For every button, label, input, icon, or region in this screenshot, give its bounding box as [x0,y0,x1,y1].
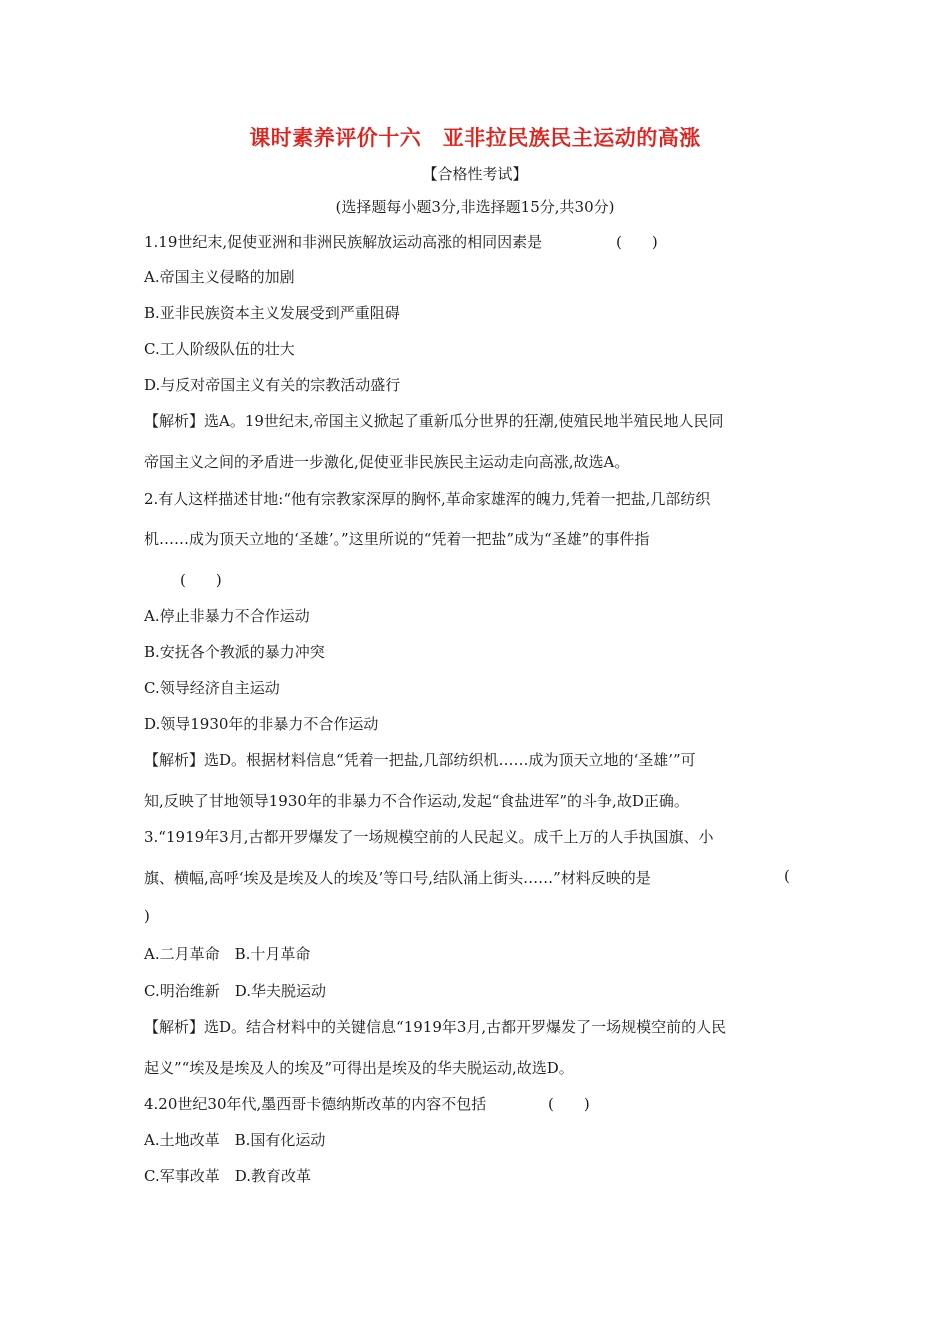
question-1-analysis-line-1: 【解析】选A。19世纪末,帝国主义掀起了重新瓜分世界的狂潮,使殖民地半殖民地人民同 [144,412,724,430]
question-4-stem: 4.20世纪30年代,墨西哥卡德纳斯改革的内容不包括 [144,1095,487,1113]
question-1-stem: 1.19世纪末,促使亚洲和非洲民族解放运动高涨的相同因素是 [144,233,543,251]
question-2-stem-line-1: 2.有人这样描述甘地:“他有宗教家深厚的胸怀,革命家雄浑的魄力,凭着一把盐,几部纺织 [144,490,711,508]
question-3-analysis-line-1: 【解析】选D。结合材料中的关键信息“1919年3月,古都开罗爆发了一场规模空前的人民 [144,1018,727,1036]
question-4-answer-blank: ( ) [548,1095,590,1113]
question-1-option-b: B.亚非民族资本主义发展受到严重阻碍 [144,304,400,322]
question-1-option-c: C.工人阶级队伍的壮大 [144,340,295,358]
question-3-options-cd: C.明治维新 D.华夫脱运动 [144,982,326,1000]
question-1-analysis-line-2: 帝国主义之间的矛盾进一步激化,促使亚非民族民主运动走向高涨,故选A。 [144,453,630,471]
scoring-note: (选择题每小题3分,非选择题15分,共30分) [335,198,615,216]
question-2-option-b: B.安抚各个教派的暴力冲突 [144,643,325,661]
question-2-analysis-line-1: 【解析】选D。根据材料信息“凭着一把盐,几部纺织机……成为顶天立地的‘圣雄’”可 [144,751,696,769]
question-2-option-c: C.领导经济自主运动 [144,679,280,697]
question-2-option-a: A.停止非暴力不合作运动 [144,607,310,625]
question-3-options-ab: A.二月革命 B.十月革命 [144,945,311,963]
question-1-option-a: A.帝国主义侵略的加剧 [144,268,295,286]
exam-section-label: 【合格性考试】 [422,165,528,183]
question-3-analysis-line-2: 起义”“埃及是埃及人的埃及”可得出是埃及的华夫脱运动,故选D。 [144,1059,574,1077]
question-2-option-d: D.领导1930年的非暴力不合作运动 [144,715,379,733]
question-3-stem-line-1: 3.“1919年3月,古都开罗爆发了一场规模空前的人民起义。成千上万的人手执国旗、小 [144,828,714,846]
question-1-option-d: D.与反对帝国主义有关的宗教活动盛行 [144,376,401,394]
question-3-answer-blank-open: ( [784,867,790,885]
question-2-analysis-line-2: 知,反映了甘地领导1930年的非暴力不合作运动,发起“食盐进军”的斗争,故D正确。 [144,792,689,810]
question-3-stem-line-2: 旗、横幅,高呼‘埃及是埃及人的埃及’等口号,结队涌上街头……”材料反映的是 [144,869,651,887]
question-2-stem-line-2: 机……成为顶天立地的‘圣雄’。”这里所说的“凭着一把盐”成为“圣雄”的事件指 [144,530,650,548]
page-title: 课时素养评价十六 亚非拉民族民主运动的高涨 [249,126,701,150]
question-1-answer-blank: ( ) [616,233,658,251]
question-3-answer-blank-close: ) [144,907,150,925]
question-4-options-cd: C.军事改革 D.教育改革 [144,1167,311,1185]
question-2-answer-blank: ( ) [180,571,222,589]
question-4-options-ab: A.土地改革 B.国有化运动 [144,1131,326,1149]
